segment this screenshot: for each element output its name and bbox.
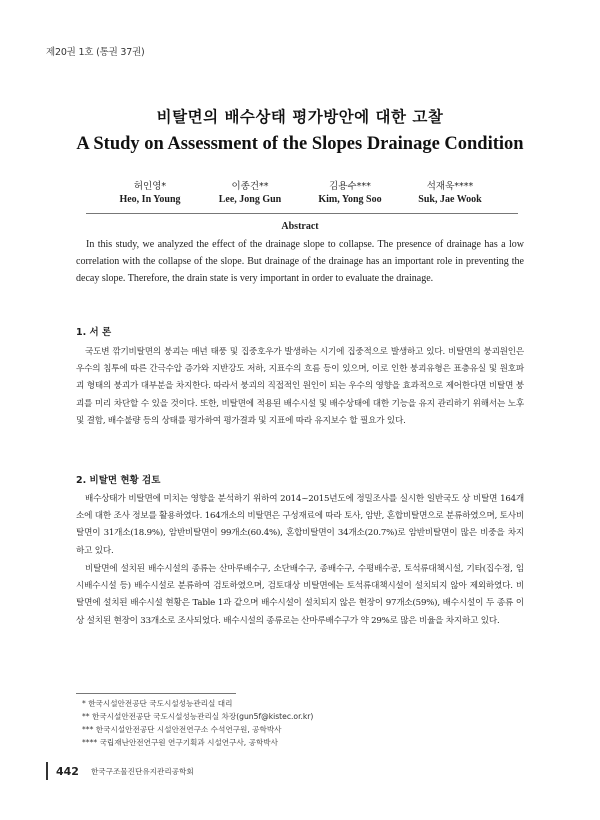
issue-label: 제20권 1호 (통권 37권) — [46, 47, 145, 58]
authors-english — [0, 194, 600, 205]
journal-name: 한국구조물진단유지관리공학회 — [90, 766, 194, 776]
footnote-divider — [76, 693, 236, 694]
footnote-4: **** 국립재난안전연구원 연구기획과 시설연구사, 공학박사 — [82, 738, 278, 747]
section-1-heading: 1. 서 론 — [76, 327, 112, 338]
authors-korean — [0, 178, 600, 192]
abstract-divider — [86, 213, 518, 214]
section-2-paragraph-1: 배수상태가 비탈면에 미치는 영향을 분석하기 위하여 2014~2015년도에 정밀조사를 실시한 일반국도 상 비탈면 164개소에 대한 조사 정보를 활용하였다. 164개소의 비탈면은 구성재료에 따라 토사, 암반, 혼합비탈면으로 분류하였으며, 토사비탈면이 31개소(18.9%), 암반비탈면이 99개소(60.4%), 혼합비탈면이 34개소(20.7%)로 암반비탈면이 많은 비중을 차지하고 있다. — [76, 494, 524, 556]
page-footer — [46, 762, 194, 780]
abstract-heading: Abstract — [281, 221, 319, 232]
author-3-en: Kim, Yong Soo — [318, 194, 382, 205]
section-2-paragraph-2: 비탈면에 설치된 배수시설의 종류는 산마루배수구, 소단배수구, 종배수구, 수평배수공, 토석류대책시설, 기타(집수정, 임시배수시설 등) 배수시설로 분류하여 검토하였으며, 검토대상 비탈면에는 토석류대책시설이 설치되지 않아 제외하였다. 비탈면에 설치된 배수시설 현황은 Table 1과 같으며 배수시설이 설치되지 않은 현장이 97개소(59%), 배수시설이 두 종류 이상 설치된 현장이 33개소로 조사되었다. 배수시설의 종류로는 산마루배수구가 약 29%로 많은 비율을 차지하고 있다. — [76, 564, 524, 626]
author-4-ko: 석재욱**** — [426, 181, 474, 192]
abstract-text: In this study, we analyzed the effect of the drainage slope to collapse. The presence of drainage has a low correlation with the collapse of the slope. But drainage of the drainage has an important role in preventing the decay slope. Therefore, the drain state is very important in order to evaluate the drainage. — [76, 239, 524, 284]
author-2-en: Lee, Jong Gun — [218, 194, 282, 205]
section-2-heading: 2. 비탈면 현황 검토 — [76, 475, 161, 486]
author-2-ko: 이종건** — [231, 181, 269, 192]
korean-title: 비탈면의 배수상태 평가방안에 대한 고찰 — [156, 108, 444, 126]
footnote-3: *** 한국시설안전공단 시설안전연구소 수석연구원, 공학박사 — [82, 725, 282, 734]
footnotes — [82, 697, 313, 749]
page-number: 442 — [56, 764, 79, 778]
author-1-ko: 허인영* — [133, 181, 167, 192]
author-4-en: Suk, Jae Wook — [418, 194, 482, 205]
footnote-2: ** 한국시설안전공단 국도시설성능관리실 차장(gun5f@kistec.or.kr) — [82, 712, 314, 721]
english-title: A Study on Assessment of the Slopes Drainage Condition — [76, 134, 524, 154]
footnote-1: * 한국시설안전공단 국도시설성능관리실 대리 — [82, 699, 233, 708]
author-3-ko: 김용수*** — [329, 181, 371, 192]
section-1-paragraph: 국도변 깎기비탈면의 붕괴는 매년 태풍 및 집중호우가 발생하는 시기에 집중적으로 발생하고 있다. 비탈면의 붕괴원인은 우수의 침투에 따른 간극수압 증가와 지반강도 저하, 지표수의 흐름 등이 있으며, 이로 인한 붕괴유형은 표층유실 및 원호파괴 형태의 붕괴가 대부분을 차지한다. 따라서 붕괴의 직접적인 원인이 되는 우수의 영향을 효과적으로 제어한다면 비탈면 붕괴를 미리 차단할 수 있을 것이다. 또한, 비탈면에 적용된 배수시설 및 배수상태에 대한 기능을 유지 관리하기 위해서는 노후 및 결함, 배수불량 등의 상태를 평가하여 평가결과 및 지표에 따라 유지보수 할 필요가 있다. — [76, 347, 524, 426]
author-1-en: Heo, In Young — [119, 194, 181, 205]
footer-bar — [46, 762, 48, 780]
